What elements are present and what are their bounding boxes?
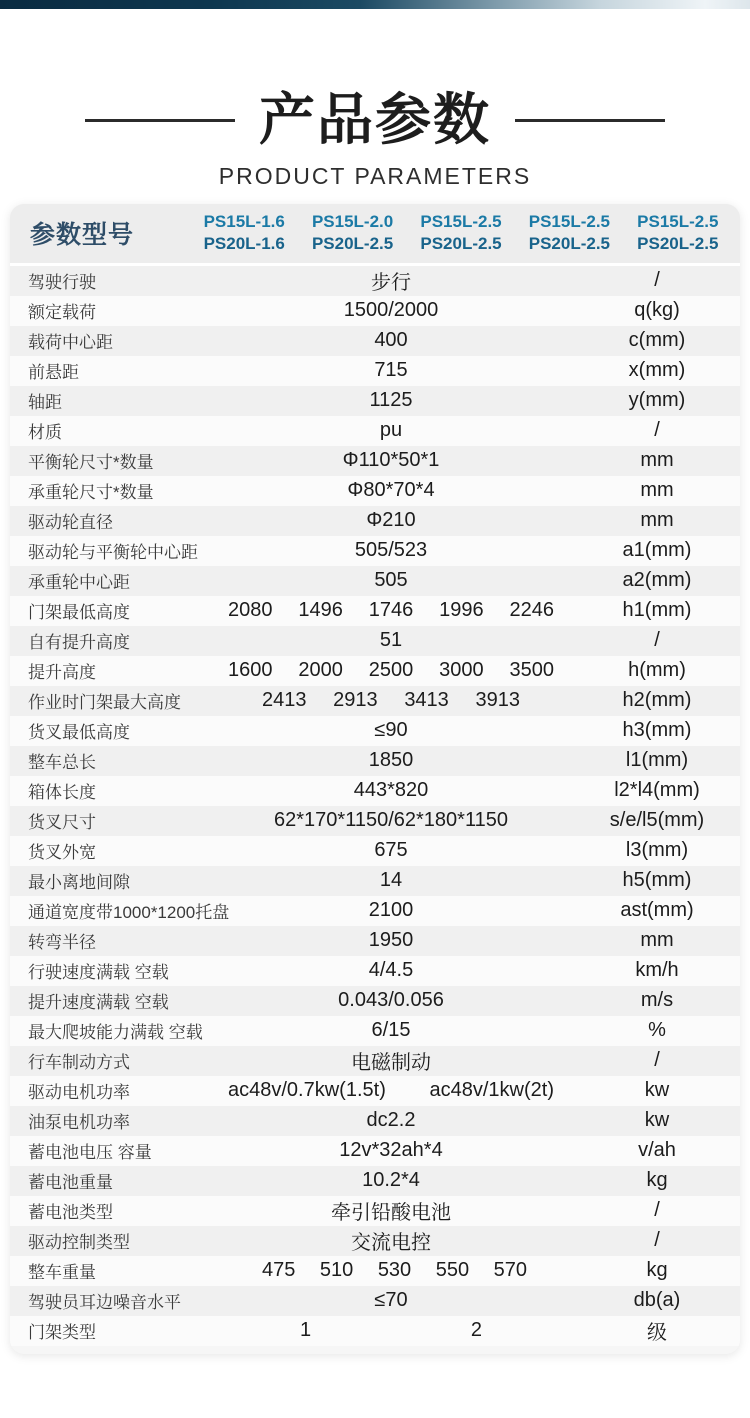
table-row (10, 956, 740, 986)
row-value: 交流电控 (351, 1232, 431, 1255)
row-value: 2080 (228, 599, 273, 622)
row-label: 最大爬坡能力满载 空载 (28, 1023, 203, 1043)
row-value: 6/15 (371, 1019, 411, 1042)
model-column (407, 211, 515, 256)
row-value: 400 (374, 329, 408, 352)
row-value: Φ210 (366, 509, 416, 532)
row-values (200, 299, 582, 322)
row-values (200, 539, 582, 562)
row-value: ac48v/0.7kw(1.5t) (228, 1079, 386, 1102)
row-values (200, 479, 582, 502)
row-value: 1996 (439, 599, 484, 622)
row-value: 550 (435, 1259, 470, 1282)
row-values (200, 599, 582, 622)
table-row (10, 566, 740, 596)
row-label: 前悬距 (28, 363, 79, 383)
row-value: Φ80*70*4 (347, 479, 435, 502)
row-unit: / (654, 1049, 660, 1072)
row-value: ≤90 (374, 719, 408, 742)
row-value: dc2.2 (366, 1109, 416, 1132)
row-unit: x(mm) (628, 359, 686, 382)
row-values (200, 1259, 582, 1282)
table-row (10, 926, 740, 956)
table-row (10, 596, 740, 626)
table-header-row (10, 204, 740, 266)
row-unit: % (648, 1019, 666, 1042)
row-values (200, 659, 582, 682)
row-label: 平衡轮尺寸*数量 (28, 453, 154, 473)
row-label: 门架最低高度 (28, 603, 130, 623)
model-column (190, 211, 298, 256)
row-label: 转弯半径 (28, 933, 96, 953)
row-label: 驱动电机功率 (28, 1083, 130, 1103)
row-label: 提升速度满载 空载 (28, 993, 169, 1013)
row-values (200, 719, 582, 742)
title-row (0, 88, 750, 151)
table-row (10, 746, 740, 776)
row-value: 1496 (298, 599, 343, 622)
row-values (200, 389, 582, 412)
model-column (624, 211, 732, 256)
row-unit: / (654, 1199, 660, 1222)
table-row (10, 836, 740, 866)
row-label: 行驶速度满载 空载 (28, 963, 169, 983)
row-value: 2100 (368, 899, 414, 922)
row-value: 3413 (404, 689, 449, 712)
row-value: ac48v/1kw(2t) (429, 1079, 554, 1102)
row-value: 1950 (368, 929, 414, 952)
row-value: 1 (300, 1319, 312, 1342)
table-row (10, 1046, 740, 1076)
row-value: 443*820 (353, 779, 429, 802)
row-value: 步行 (371, 272, 411, 295)
table-row (10, 266, 740, 296)
row-label: 整车总长 (28, 753, 96, 773)
row-values (200, 1289, 582, 1312)
row-values (200, 1226, 582, 1255)
table-row (10, 1136, 740, 1166)
model-name-secondary: PS20L-2.5 (420, 234, 502, 254)
row-value: 3000 (439, 659, 484, 682)
row-unit: mm (640, 509, 674, 532)
table-row (10, 356, 740, 386)
model-name-secondary: PS20L-1.6 (203, 234, 285, 254)
table-row (10, 1286, 740, 1316)
row-value: 715 (374, 359, 408, 382)
model-name-primary: PS15L-2.5 (528, 211, 611, 231)
row-label: 作业时门架最大高度 (28, 693, 181, 713)
table-row (10, 476, 740, 506)
row-unit: c(mm) (628, 329, 686, 352)
row-unit: km/h (635, 959, 679, 982)
row-unit: h(mm) (628, 659, 686, 682)
row-value: 4/4.5 (368, 959, 414, 982)
row-value: 2246 (509, 599, 554, 622)
row-value: 10.2*4 (362, 1169, 420, 1192)
row-unit: 级 (647, 1322, 667, 1345)
row-unit: l2*l4(mm) (614, 779, 700, 802)
table-row (10, 626, 740, 656)
model-name-primary: PS15L-2.5 (420, 211, 502, 231)
page-title: 产品参数 (259, 88, 491, 151)
row-unit: h3(mm) (622, 719, 692, 742)
row-values (200, 1196, 582, 1225)
row-value: 530 (377, 1259, 412, 1282)
row-label: 驱动控制类型 (28, 1233, 130, 1253)
row-values (200, 359, 582, 382)
row-values (200, 1079, 582, 1102)
row-values (200, 749, 582, 772)
table-row (10, 1226, 740, 1256)
row-label: 门架类型 (28, 1323, 96, 1343)
row-value: 62*170*1150/62*180*1150 (274, 809, 508, 832)
row-values (200, 1169, 582, 1192)
page-subtitle: PRODUCT PARAMETERS (218, 162, 532, 189)
row-label: 蓄电池电压 容量 (28, 1143, 152, 1163)
row-unit: mm (640, 479, 674, 502)
row-values (200, 959, 582, 982)
row-value: 3500 (509, 659, 554, 682)
table-row (10, 446, 740, 476)
row-label: 驱动轮直径 (28, 513, 113, 533)
model-column (515, 211, 623, 256)
table-row (10, 806, 740, 836)
table-row (10, 656, 740, 686)
row-unit: v/ah (638, 1139, 676, 1162)
row-label: 轴距 (28, 393, 62, 413)
row-values (200, 1019, 582, 1042)
row-label: 最小离地间隙 (28, 873, 130, 893)
table-row (10, 416, 740, 446)
row-value: 475 (262, 1259, 296, 1282)
row-value: 675 (374, 839, 408, 862)
row-label: 通道宽度带1000*1200托盘 (28, 903, 230, 923)
table-row (10, 1106, 740, 1136)
row-label: 额定载荷 (28, 303, 96, 323)
row-value: 电磁制动 (351, 1052, 431, 1075)
row-values (200, 266, 582, 295)
row-values (200, 809, 582, 832)
row-values (200, 869, 582, 892)
row-label: 自有提升高度 (28, 633, 130, 653)
table-row (10, 536, 740, 566)
table-row (10, 1256, 740, 1286)
top-accent-bar (0, 0, 750, 9)
row-values (200, 1109, 582, 1132)
table-row (10, 686, 740, 716)
row-values (200, 929, 582, 952)
row-value: 2500 (368, 659, 414, 682)
table-body (10, 266, 740, 1346)
row-label: 驾驶行驶 (28, 273, 96, 293)
row-values (200, 419, 582, 442)
row-values (200, 779, 582, 802)
row-label: 蓄电池类型 (28, 1203, 113, 1223)
table-row (10, 776, 740, 806)
row-values (200, 1139, 582, 1162)
row-unit: h1(mm) (622, 599, 692, 622)
table-row (10, 1016, 740, 1046)
row-value: 505/523 (354, 539, 428, 562)
row-value: 510 (319, 1259, 354, 1282)
row-value: 570 (493, 1259, 527, 1282)
row-label: 承重轮中心距 (28, 573, 130, 593)
row-value: 505 (374, 569, 408, 592)
row-unit: / (654, 1229, 660, 1252)
row-unit: / (654, 419, 660, 442)
row-value: 1746 (368, 599, 414, 622)
table-row (10, 1166, 740, 1196)
table-row (10, 716, 740, 746)
row-value: 3913 (475, 689, 520, 712)
row-unit: mm (640, 929, 674, 952)
row-values (200, 629, 582, 652)
row-unit: h2(mm) (622, 689, 692, 712)
table-row (10, 326, 740, 356)
row-unit: / (654, 629, 660, 652)
row-unit: kg (646, 1259, 668, 1282)
row-unit: kw (644, 1109, 670, 1132)
title-block (0, 9, 750, 190)
table-row (10, 296, 740, 326)
row-unit: db(a) (633, 1289, 681, 1312)
row-value: 2 (470, 1319, 482, 1342)
row-value: 1125 (369, 389, 413, 412)
title-right-line (515, 119, 665, 122)
row-value: 1600 (228, 659, 273, 682)
table-row (10, 386, 740, 416)
model-name-primary: PS15L-1.6 (203, 211, 285, 231)
row-label: 整车重量 (28, 1263, 96, 1283)
row-unit: h5(mm) (622, 869, 692, 892)
table-row (10, 866, 740, 896)
row-unit: l3(mm) (625, 839, 689, 862)
row-values (200, 839, 582, 862)
row-values (200, 899, 582, 922)
table-row (10, 1316, 740, 1346)
row-label: 货叉尺寸 (28, 813, 96, 833)
row-unit: a1(mm) (622, 539, 692, 562)
row-unit: s/e/l5(mm) (609, 809, 705, 832)
row-unit: m/s (640, 989, 674, 1012)
row-value: 2913 (333, 689, 378, 712)
table-header-label: 参数型号 (30, 221, 135, 250)
row-unit: / (654, 269, 660, 292)
row-values (200, 689, 582, 712)
row-label: 行车制动方式 (28, 1053, 130, 1073)
row-unit: kw (644, 1079, 670, 1102)
model-name-primary: PS15L-2.5 (637, 211, 719, 231)
model-name-secondary: PS20L-2.5 (311, 234, 394, 254)
row-label: 货叉外宽 (28, 843, 96, 863)
model-column (298, 211, 406, 256)
model-name-secondary: PS20L-2.5 (528, 234, 611, 254)
row-values (200, 989, 582, 1012)
row-values (200, 1046, 582, 1075)
row-label: 油泵电机功率 (28, 1113, 130, 1133)
table-row (10, 1196, 740, 1226)
model-name-primary: PS15L-2.0 (311, 211, 394, 231)
title-left-line (85, 119, 235, 122)
row-value: 2000 (298, 659, 343, 682)
table-row (10, 896, 740, 926)
row-value: 51 (379, 629, 403, 652)
parameters-table-card (10, 204, 740, 1354)
row-values (200, 449, 582, 472)
row-value: 1850 (368, 749, 414, 772)
row-label: 货叉最低高度 (28, 723, 130, 743)
row-value: 牵引铅酸电池 (331, 1202, 451, 1225)
row-label: 箱体长度 (28, 783, 96, 803)
row-value: 12v*32ah*4 (339, 1139, 443, 1162)
row-label: 驾驶员耳边噪音水平 (28, 1293, 181, 1313)
row-unit: mm (640, 449, 674, 472)
row-values (200, 569, 582, 592)
row-values (200, 509, 582, 532)
table-row (10, 1076, 740, 1106)
row-values (200, 329, 582, 352)
row-label: 材质 (28, 423, 62, 443)
row-label: 蓄电池重量 (28, 1173, 113, 1193)
row-value: 2413 (262, 689, 307, 712)
row-unit: y(mm) (628, 389, 686, 412)
row-value: pu (379, 419, 403, 442)
row-label: 承重轮尺寸*数量 (28, 483, 154, 503)
row-value: ≤70 (374, 1289, 408, 1312)
row-values (200, 1319, 582, 1342)
row-label: 载荷中心距 (28, 333, 113, 353)
row-unit: q(kg) (634, 299, 680, 322)
row-unit: a2(mm) (622, 569, 692, 592)
table-row (10, 506, 740, 536)
row-value: Φ110*50*1 (342, 449, 440, 472)
row-value: 1500/2000 (343, 299, 439, 322)
row-unit: ast(mm) (620, 899, 694, 922)
row-label: 驱动轮与平衡轮中心距 (28, 543, 198, 563)
model-columns (190, 211, 732, 256)
row-unit: kg (646, 1169, 668, 1192)
table-row (10, 986, 740, 1016)
row-value: 0.043/0.056 (338, 989, 444, 1012)
row-value: 14 (379, 869, 403, 892)
model-name-secondary: PS20L-2.5 (637, 234, 719, 254)
row-label: 提升高度 (28, 663, 96, 683)
row-unit: l1(mm) (625, 749, 689, 772)
